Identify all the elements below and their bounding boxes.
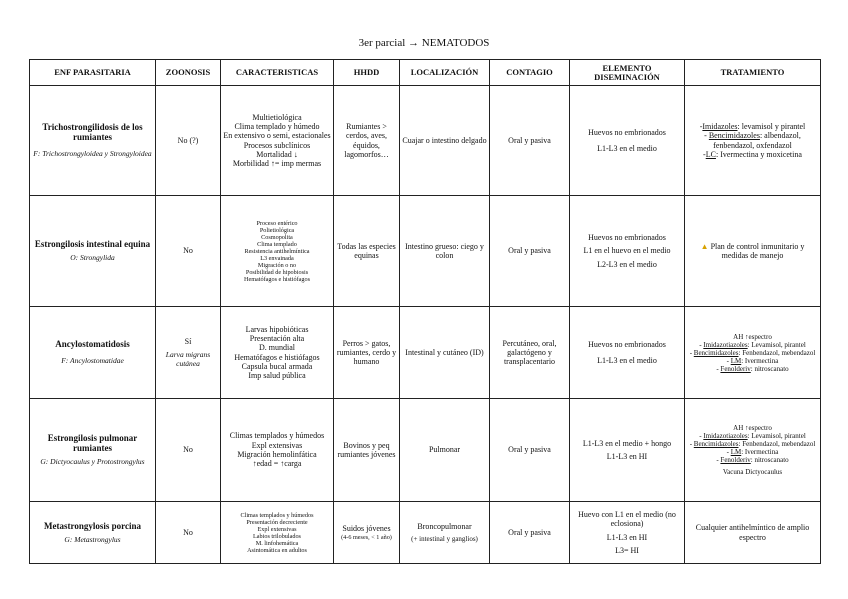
cell-hhdd: Bovinos y peq rumiantes jóvenes [334, 399, 400, 502]
list-item: L3 envainada [260, 254, 294, 262]
list-item: L1-L3 en HI [606, 452, 648, 461]
list-item: L2-L3 en el medio [597, 259, 657, 269]
cell-caracteristicas [221, 307, 334, 399]
list-item: Resistencia antihelmíntica [244, 247, 310, 255]
cell-tratamiento [685, 196, 821, 307]
list-item: - Imidazotiazoles: Levamisol, pirantel [699, 432, 806, 440]
list-item: - LM: Ivermectina [726, 448, 779, 456]
cell-zoonosis [156, 307, 221, 399]
taxon: O: Strongylida [70, 253, 115, 263]
cell-elemento [570, 307, 685, 399]
cell-caracteristicas [221, 502, 334, 564]
cell-elemento [570, 399, 685, 502]
list-item: L1-L3 en el medio + hongo [582, 438, 672, 448]
list-item: M. linfohemática [255, 539, 299, 547]
disease-name: Metastrongylosis porcina [44, 520, 141, 531]
cell-contagio: Oral y pasiva [490, 502, 570, 564]
list-item: Asintomática en adultos [247, 546, 307, 554]
cell-elemento [570, 86, 685, 196]
cell-enf [30, 307, 156, 399]
list-item: Huevo con L1 en el medio (no eclosiona) [578, 509, 676, 529]
zoonosis-value: Sí [184, 336, 192, 346]
list-item: Larvas hipobióticas [245, 324, 309, 334]
header-contagio: CONTAGIO [490, 60, 570, 86]
nematodos-table [29, 59, 821, 564]
cell-enf [30, 399, 156, 502]
list-item: Posibilidad de hipobiosis [245, 268, 309, 276]
list-item: Presentación alta [249, 333, 305, 343]
cell-contagio: Percutáneo, oral, galactógeno y transplacentario [490, 307, 570, 399]
list-item: Proceso entérico [256, 219, 298, 227]
cell-hhdd: Todas las especies equinas [334, 196, 400, 307]
cell-contagio: Oral y pasiva [490, 399, 570, 502]
cell-contagio: Oral y pasiva [490, 86, 570, 196]
list-item: L1-L3 en el medio [597, 144, 657, 153]
list-item: - LM: Ivermectina [726, 356, 779, 365]
list-item: L1-L3 en el medio [597, 356, 657, 365]
list-item: Multietiológica [252, 112, 302, 122]
cell-hhdd [334, 502, 400, 564]
list-item: Labios trilobulados [253, 532, 301, 540]
cell-enf [30, 502, 156, 564]
zoonosis-note: Larva migrans cutánea [165, 349, 211, 369]
cell-localizacion: Pulmonar [400, 399, 490, 502]
list-item: - Bencimidazoles: Fenbendazol, mebendazol [689, 348, 816, 357]
list-item: Cosmopolita [261, 233, 293, 241]
vaccine-note: Vacuna Dictyocaulus [722, 468, 783, 476]
header-hhdd: HHDD [334, 60, 400, 86]
cell-enf [30, 196, 156, 307]
cell-enf [30, 86, 156, 196]
list-item: -Imidazoles: levamisol y pirantel [699, 121, 806, 131]
header-zoonosis: ZOONOSIS [156, 60, 221, 86]
header-row [30, 60, 821, 86]
list-item: En extensivo o semi, estacionales [223, 131, 331, 141]
list-item: - Imidazotiazoles: Levamisol, pirantel [699, 340, 806, 349]
taxon: F: Ancylostomatidae [61, 356, 124, 366]
cell-contagio: Oral y pasiva [490, 196, 570, 307]
cell-elemento [570, 196, 685, 307]
cell-tratamiento [685, 86, 821, 196]
table-row [30, 307, 821, 399]
list-item: Huevos no embrionados [588, 127, 666, 137]
cell-tratamiento [685, 307, 821, 399]
list-item: Expl extensivas [251, 440, 303, 450]
hhdd-note: (4-6 meses, < 1 año) [341, 533, 392, 541]
list-item: Climas templados y húmedos [240, 511, 314, 519]
cell-caracteristicas [221, 196, 334, 307]
cell-tratamiento: Cualquier antihelmíntico de amplio espectro [685, 502, 821, 564]
table-row [30, 502, 821, 564]
cell-tratamiento [685, 399, 821, 502]
list-item: - Bencimidazoles: Fenbendazol, mebendazol [689, 440, 816, 448]
cell-localizacion [400, 502, 490, 564]
list-item: - Fenolderiv: nitroscanato [716, 456, 789, 464]
page-title: 3er parcial → NEMATODOS [358, 37, 490, 49]
cell-elemento [570, 502, 685, 564]
list-item: Mortalidad ↓ [256, 149, 298, 159]
warning-icon: ▲ [700, 241, 709, 251]
cell-hhdd: Rumiantes > cerdos, aves, équidos, lagomorfos… [334, 86, 400, 196]
cell-zoonosis: No [156, 196, 221, 307]
taxon: G: Metastrongylus [64, 534, 121, 544]
list-item: Hematófagos e histiófagos [244, 275, 310, 283]
localizacion-value: Broncopulmonar [417, 521, 472, 531]
table-row [30, 399, 821, 502]
treatment-head: AH ↑espectro [733, 424, 772, 432]
table-row [30, 86, 821, 196]
header-enf: ENF PARASITARIA [30, 60, 156, 86]
localizacion-note: (+ intestinal y ganglios) [411, 535, 478, 544]
taxon: G: Dictyocaulus y Protostrongylus [40, 457, 145, 467]
disease-name: Ancylostomatidosis [55, 339, 130, 350]
list-item: Huevos no embrionados [588, 233, 666, 243]
list-item: Huevos no embrionados [588, 339, 666, 349]
list-item: Climas templados y húmedos [229, 431, 325, 441]
list-item: Migración hemolinfática [237, 450, 317, 459]
list-item: Expl extensivas [257, 525, 297, 533]
list-item: L1 en el huevo en el medio [583, 246, 671, 256]
disease-name: Trichostrongilidosis de los rumiantes [42, 122, 143, 143]
header-elemento: ELEMENTO DISEMINACIÓN [570, 60, 685, 86]
cell-zoonosis: No [156, 399, 221, 502]
disease-name: Estrongilosis pulmonar rumiantes [47, 433, 138, 454]
list-item: Capsula bucal armada [241, 361, 313, 371]
cell-hhdd: Perros > gatos, rumiantes, cerdo y humano [334, 307, 400, 399]
list-item: D. mundial [259, 343, 295, 353]
list-item: Morbilidad ↑= imp mermas [232, 159, 322, 169]
header-localizacion: LOCALIZACIÓN [400, 60, 490, 86]
list-item: L3= HI [615, 545, 639, 555]
list-item: -LC: Ivermectina y moxicetina [703, 149, 802, 159]
list-item: Procesos subclínicos [243, 140, 311, 150]
list-item: Clima templado [257, 240, 297, 248]
cell-zoonosis: No (?) [156, 86, 221, 196]
list-item: - Fenolderiv: nitroscanato [716, 364, 789, 373]
list-item: L1-L3 en HI [606, 532, 648, 542]
cell-caracteristicas [221, 86, 334, 196]
cell-caracteristicas [221, 399, 334, 502]
taxon: F: Trichostrongyloidea y Strongyloidea [33, 149, 152, 159]
header-tratamiento: TRATAMIENTO [685, 60, 821, 86]
list-item: ↑edad = ↑carga [252, 459, 302, 469]
cell-localizacion: Intestinal y cutáneo (ID) [400, 307, 490, 399]
header-caracteristicas: CARACTERISTICAS [221, 60, 334, 86]
treatment-text: Plan de control inmunitario y medidas de manejo [710, 241, 805, 260]
list-item: Hematófagos e histiófagos [234, 352, 320, 362]
list-item: Presentación decreciente [246, 518, 308, 526]
table-row [30, 196, 821, 307]
list-item: Clima templado y húmedo [234, 121, 320, 131]
list-item: Imp salud pública [248, 371, 306, 381]
list-item: - Bencimidazoles: albendazol, fenbendazol, oxfendazol [704, 131, 801, 150]
cell-zoonosis: No [156, 502, 221, 564]
disease-name: Estrongilosis intestinal equina [34, 239, 151, 250]
cell-localizacion: Intestino grueso: ciego y colon [400, 196, 490, 307]
cell-localizacion: Cuajar o intestino delgado [400, 86, 490, 196]
list-item: Migración o no [257, 261, 297, 269]
list-item: Polietiológica [259, 226, 295, 234]
treatment-head: AH ↑espectro [733, 332, 772, 341]
hhdd-value: Suidos jóvenes [342, 524, 391, 534]
